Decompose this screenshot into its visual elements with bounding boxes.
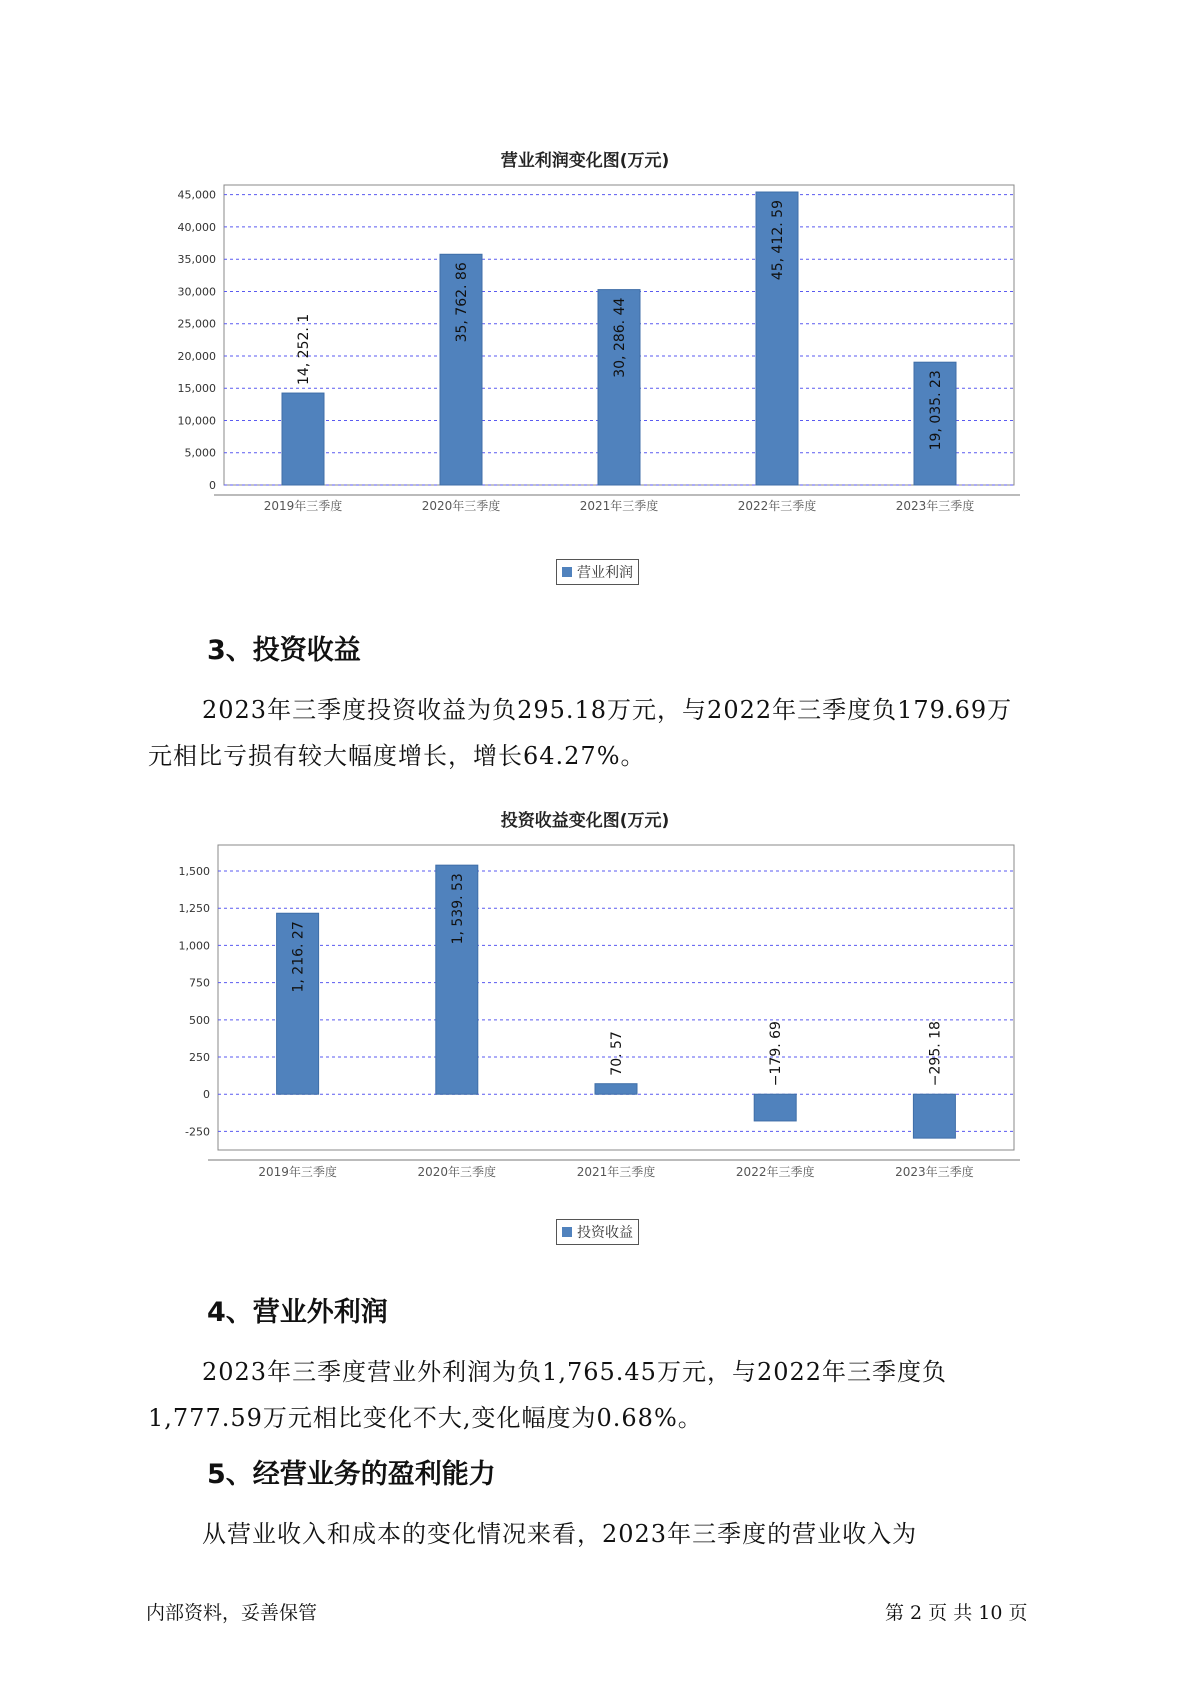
chart-legend [556,1219,639,1245]
y-tick-label: 500 [189,1013,210,1027]
category-label: 2022年三季度 [735,1165,815,1179]
y-tick-label: -250 [185,1125,210,1139]
y-tick-label: 1,250 [178,902,210,916]
legend-swatch [562,1227,572,1237]
category-label: 2021年三季度 [579,499,659,513]
footer-page-number: 第 2 页 共 10 页 [885,1602,1028,1624]
y-tick-label: 1,500 [178,865,210,879]
chart-legend [556,559,639,585]
category-label: 2022年三季度 [737,499,817,513]
category-label: 2019年三季度 [258,1165,337,1179]
category-label: 2021年三季度 [576,1165,656,1179]
investment-income-chart [150,800,1020,1260]
y-tick-label: 25,000 [177,317,216,331]
data-label: 1, 216. 27 [290,921,307,993]
bar [754,1094,796,1121]
y-tick-label: 35,000 [177,253,216,267]
category-label: 2023年三季度 [895,499,975,513]
y-tick-label: 0 [209,479,216,492]
category-label: 2020年三季度 [417,1165,497,1179]
operating-profit-plot [150,140,1020,540]
section-4-heading: 4、营业外利润 [207,1297,388,1328]
operating-profit-chart [150,140,1020,600]
section-4-line-2: 1,777.59万元相比变化不大,变化幅度为0.68%。 [148,1404,703,1432]
section-5-line-1: 从营业收入和成本的变化情况来看，2023年三季度的营业收入为 [202,1520,918,1548]
data-label: 14, 252. 1 [296,313,312,386]
data-label: 30, 286. 44 [612,297,628,378]
data-label: −179. 69 [768,1021,785,1087]
y-tick-label: 1,000 [178,939,210,953]
section-3-line-1: 2023年三季度投资收益为负295.18万元，与2022年三季度负179.69万 [202,696,1013,724]
y-tick-label: 0 [203,1088,210,1102]
section-5-heading: 5、经营业务的盈利能力 [207,1459,496,1490]
plot-frame [218,845,1014,1150]
section-3-heading: 3、投资收益 [207,635,361,666]
y-tick-label: 15,000 [177,382,216,396]
bar [913,1094,955,1138]
y-tick-label: 40,000 [177,220,216,234]
legend-label: 投资收益 [577,1225,633,1241]
data-label: 70. 57 [609,1031,625,1076]
bar [282,393,324,485]
data-label: 35, 762. 86 [454,262,470,343]
y-tick-label: 45,000 [177,188,216,202]
data-label: 1, 539. 53 [449,873,466,945]
data-label: −295. 18 [927,1021,944,1087]
y-tick-label: 250 [189,1051,210,1065]
data-label: 45, 412. 59 [770,200,786,281]
category-label: 2023年三季度 [895,1165,974,1179]
legend-swatch [562,567,572,577]
investment-income-plot [150,800,1020,1200]
footer-left: 内部资料，妥善保管 [146,1602,318,1624]
legend-label: 营业利润 [577,565,633,581]
category-label: 2020年三季度 [421,499,501,513]
chart-title: 营业利润变化图(万元) [500,151,670,171]
y-tick-label: 750 [189,976,210,990]
data-label: 19, 035. 23 [928,370,944,451]
y-tick-label: 20,000 [177,349,216,363]
y-tick-label: 10,000 [177,414,216,428]
bar [595,1084,637,1094]
y-tick-label: 30,000 [177,285,216,299]
category-label: 2019年三季度 [263,499,343,513]
y-tick-label: 5,000 [184,446,216,460]
section-4-line-1: 2023年三季度营业外利润为负1,765.45万元，与2022年三季度负 [202,1358,948,1386]
section-3-line-2: 元相比亏损有较大幅度增长，增长64.27%。 [148,742,646,770]
chart-title: 投资收益变化图(万元) [500,811,670,831]
